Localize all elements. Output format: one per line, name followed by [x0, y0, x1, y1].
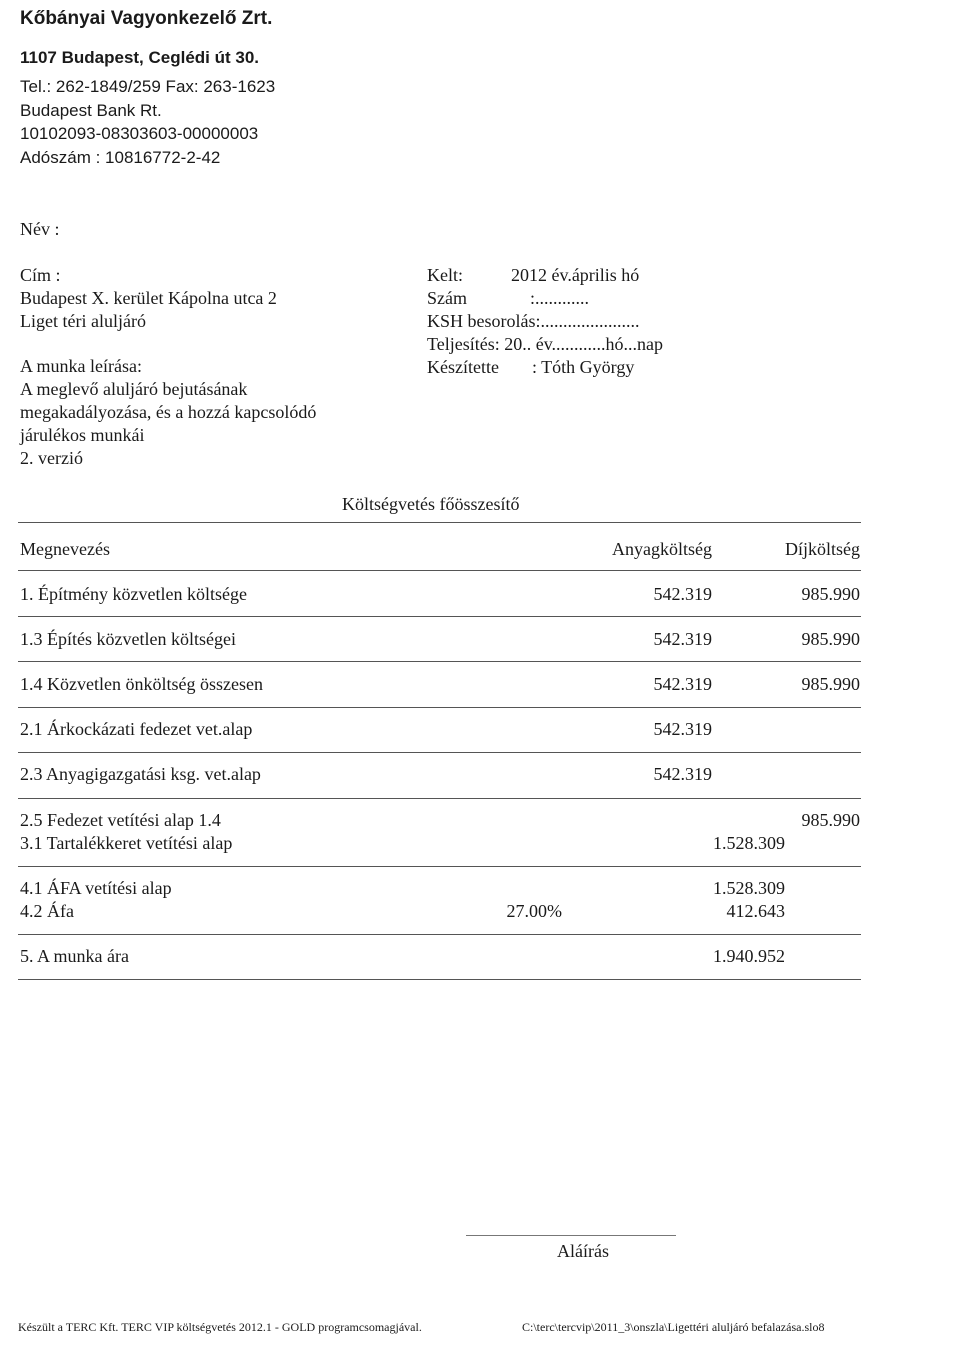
client-address-line1: Budapest X. kerület Kápolna utca 2 [20, 288, 277, 308]
company-address: 1107 Budapest, Ceglédi út 30. [20, 48, 260, 67]
divider [18, 570, 861, 571]
row-name: 1. Építmény közvetlen költsége [20, 584, 247, 604]
divider [18, 866, 861, 867]
row-fee: 985.990 [801, 584, 860, 604]
work-line3: járulékos munkái [20, 425, 145, 445]
row-total: 1.528.309 [713, 833, 785, 853]
row-fee: 985.990 [801, 629, 860, 649]
footer-left: Készült a TERC Kft. TERC VIP költségvetés 2012.1 - GOLD programcsomagjával. [18, 1320, 422, 1334]
col-header-name: Megnevezés [20, 539, 110, 559]
szam-value: :............ [530, 288, 590, 308]
client-address-line2: Liget téri aluljáró [20, 311, 146, 331]
row-material: 542.319 [653, 629, 712, 649]
keszitette-label: Készítette [427, 357, 499, 377]
szam-label: Szám [427, 288, 467, 308]
row-name: 1.4 Közvetlen önköltség összesen [20, 674, 263, 694]
col-header-fee: Díjköltség [785, 539, 860, 559]
kelt-value: 2012 év.április hó [511, 265, 640, 285]
row-name: 2.1 Árkockázati fedezet vet.alap [20, 719, 253, 739]
company-name: Kőbányai Vagyonkezelő Zrt. [20, 8, 273, 29]
divider [18, 752, 861, 753]
divider [18, 707, 861, 708]
work-label: A munka leírása: [20, 356, 142, 376]
divider [18, 798, 861, 799]
row-name: 2.5 Fedezet vetítési alap 1.4 [20, 810, 221, 830]
ksh-field: KSH besorolás:...................... [427, 311, 640, 331]
work-version: 2. verzió [20, 448, 83, 468]
row-name: 4.2 Áfa [20, 901, 74, 921]
row-name: 4.1 ÁFA vetítési alap [20, 878, 172, 898]
row-fee: 985.990 [801, 674, 860, 694]
col-header-material: Anyagköltség [612, 539, 712, 559]
row-name: 3.1 Tartalékkeret vetítési alap [20, 833, 233, 853]
divider [18, 616, 861, 617]
row-material: 542.319 [653, 674, 712, 694]
client-name-label: Név : [20, 219, 60, 239]
row-material: 542.319 [653, 584, 712, 604]
client-address-label: Cím : [20, 265, 61, 285]
footer-right: C:\terc\tercvip\2011_3\onszla\Ligettéri aluljáró befalazása.slo8 [522, 1320, 825, 1334]
row-total: 1.528.309 [713, 878, 785, 898]
row-material: 542.319 [653, 719, 712, 739]
company-phone: Tel.: 262-1849/259 Fax: 263-1623 [20, 77, 276, 96]
company-tax-id: Adószám : 10816772-2-42 [20, 148, 221, 167]
company-account: 10102093-08303603-00000003 [20, 124, 259, 143]
row-rate: 27.00% [506, 901, 562, 921]
row-name: 1.3 Építés közvetlen költségei [20, 629, 236, 649]
summary-title: Költségvetés főösszesítő [342, 494, 520, 514]
teljesites-field: Teljesítés: 20.. év............hó...nap [427, 334, 664, 354]
divider [18, 661, 861, 662]
divider [18, 934, 861, 935]
row-fee: 985.990 [801, 810, 860, 830]
divider [18, 979, 861, 980]
row-name: 2.3 Anyagigazgatási ksg. vet.alap [20, 764, 261, 784]
row-total: 412.643 [726, 901, 785, 921]
row-total: 1.940.952 [713, 946, 785, 966]
keszitette-value: : Tóth György [532, 357, 635, 377]
work-line1: A meglevő aluljáró bejutásának [20, 379, 248, 399]
row-name: 5. A munka ára [20, 946, 129, 966]
kelt-label: Kelt: [427, 265, 463, 285]
signature-line [466, 1235, 676, 1236]
work-line2: megakadályozása, és a hozzá kapcsolódó [20, 402, 317, 422]
company-bank: Budapest Bank Rt. [20, 101, 162, 120]
signature-label: Aláírás [557, 1241, 609, 1261]
row-material: 542.319 [653, 764, 712, 784]
divider [18, 522, 861, 523]
